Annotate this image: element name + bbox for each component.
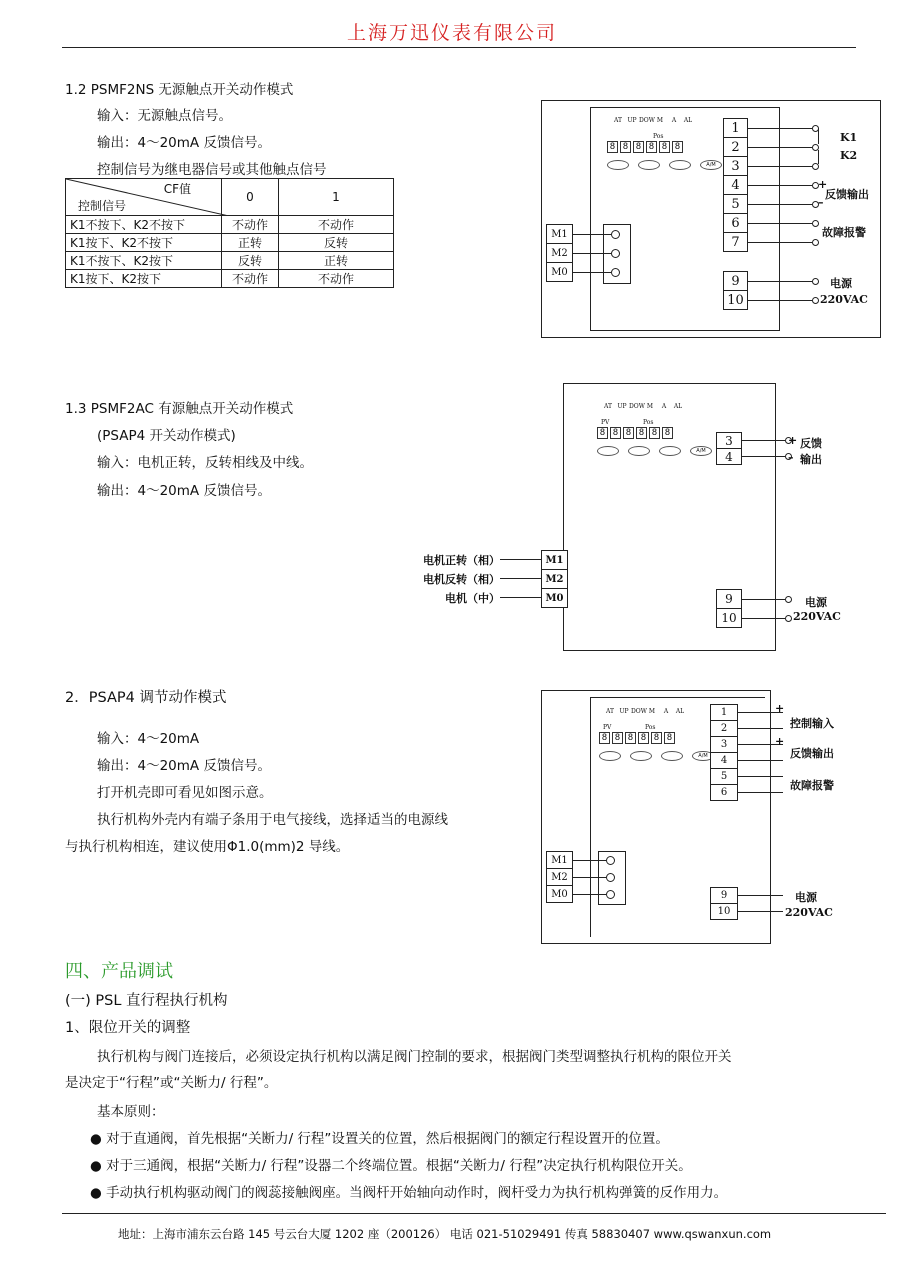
k1-label: K1 — [840, 131, 858, 144]
cell: K1不按下、K2不按下 — [66, 216, 222, 234]
corner-bottom: 控制信号 — [78, 199, 127, 213]
wire — [748, 300, 812, 301]
indicator-led: A — [661, 403, 667, 410]
indicator-led: AL — [683, 117, 693, 124]
indicator-led: A — [663, 708, 669, 715]
voltage-label: 220VAC — [785, 906, 833, 919]
digit-display — [599, 732, 675, 744]
col-header: 1 — [279, 179, 394, 216]
digit: 8 — [649, 427, 660, 439]
cell: 正转 — [222, 234, 279, 252]
terminal-circle-icon — [812, 297, 819, 304]
power-label: 电源 — [795, 891, 817, 904]
wire — [500, 597, 541, 598]
digit-display — [597, 427, 673, 439]
wire — [748, 242, 812, 243]
pv-label: PV — [601, 419, 610, 426]
output-label: 输出 — [800, 453, 822, 466]
digit: 8 — [633, 141, 644, 153]
minus-sign: – — [818, 196, 824, 209]
digit: 8 — [599, 732, 610, 744]
terminal: 5 — [710, 768, 738, 785]
wire — [748, 128, 812, 129]
col-header: 0 — [222, 179, 279, 216]
pos-label: Pos — [643, 419, 654, 426]
indicator-led: DOW — [629, 403, 645, 410]
terminal: 9 — [723, 271, 748, 291]
voltage-label: 220VAC — [820, 293, 868, 306]
motor-terminal: M2 — [546, 868, 573, 886]
corner-cell — [66, 179, 222, 216]
chapter-heading: 四、产品调试 — [65, 961, 173, 982]
motor-connector — [603, 224, 631, 284]
digit: 8 — [636, 427, 647, 439]
indicator-led: M — [656, 117, 664, 124]
terminal: 5 — [723, 194, 748, 214]
bullet-icon: ● — [90, 1158, 107, 1174]
wire — [500, 559, 541, 560]
terminal-circle-icon — [812, 220, 819, 227]
output-text: 输出：4～20mA 反馈信号。 — [97, 758, 271, 774]
wire — [738, 792, 783, 793]
wire — [748, 281, 812, 282]
terminal: 4 — [723, 175, 748, 195]
panel-button — [661, 751, 683, 761]
power-label: 电源 — [805, 596, 827, 609]
digit: 8 — [612, 732, 623, 744]
motor-terminal: M2 — [546, 243, 573, 263]
motor-terminal: M0 — [546, 885, 573, 903]
bullet-item — [90, 1127, 669, 1147]
wire — [738, 760, 783, 761]
control-input-label: 控制输入 — [790, 717, 834, 730]
motor-wire-label: 电机（中） — [445, 592, 500, 605]
paragraph: 是决定于“行程”或“关断力/ 行程”。 — [65, 1075, 278, 1091]
cell: 不动作 — [222, 216, 279, 234]
motor-terminal: M1 — [546, 851, 573, 869]
pos-label: Pos — [653, 133, 664, 140]
wire — [748, 204, 812, 205]
wire — [748, 147, 812, 148]
terminal-circle-icon — [812, 278, 819, 285]
fault-alarm-label: 故障报警 — [790, 779, 834, 792]
plus-sign: + — [775, 702, 785, 715]
wire — [738, 911, 783, 912]
item-heading: 1、限位开关的调整 — [65, 1020, 191, 1036]
header-rule — [62, 47, 856, 48]
indicator-led: AT — [603, 403, 612, 410]
indicator-led: AL — [673, 403, 683, 410]
wire — [748, 185, 812, 186]
wire — [742, 618, 785, 619]
terminal: 2 — [723, 137, 748, 157]
indicator-led: AT — [605, 708, 614, 715]
cell: 不动作 — [279, 270, 394, 288]
cell: 正转 — [279, 252, 394, 270]
bullet-icon: ● — [90, 1131, 107, 1147]
plus-sign: + — [818, 178, 828, 191]
bullet-item — [90, 1181, 727, 1201]
indicator-led: A — [671, 117, 677, 124]
panel-button: A/M — [690, 446, 712, 456]
panel-button — [638, 160, 660, 170]
cell: 不动作 — [279, 216, 394, 234]
section-title: 1.3 PSMF2AC 有源触点开关动作模式 — [65, 401, 294, 417]
terminal: 4 — [710, 752, 738, 769]
digit: 8 — [597, 427, 608, 439]
terminal: 10 — [723, 290, 748, 310]
terminal: 2 — [710, 720, 738, 737]
terminal-circle-icon — [785, 615, 792, 622]
wire — [748, 223, 812, 224]
footer-address: 地址：上海市浦东云台路 145 号云台大厦 1202 座（200126） 电话 021-51029491 传真 58830407 www.qswanxun.com — [118, 1227, 772, 1241]
terminal: 7 — [723, 232, 748, 252]
panel-button — [630, 751, 652, 761]
input-text: 输入：电机正转，反转相线及中线。 — [97, 455, 313, 471]
corner-top: CF值 — [163, 182, 191, 196]
terminal-circle-icon — [785, 596, 792, 603]
digit: 8 — [625, 732, 636, 744]
panel-button — [599, 751, 621, 761]
indicator-led: AL — [675, 708, 685, 715]
terminal: 9 — [710, 887, 738, 904]
output-text: 输出：4～20mA 反馈信号。 — [97, 135, 271, 151]
digit: 8 — [646, 141, 657, 153]
table-row — [66, 252, 394, 270]
terminal: 6 — [723, 213, 748, 233]
cell: K1不按下、K2按下 — [66, 252, 222, 270]
panel-button — [659, 446, 681, 456]
motor-wire-label: 电机反转（相） — [423, 573, 500, 586]
bullet-text: 对于直通阀，首先根据“关断力/ 行程”设置关的位置，然后根据阀门的额定行程设置开的位置。 — [106, 1131, 669, 1147]
panel-button: A/M — [700, 160, 722, 170]
wire — [738, 895, 783, 896]
panel-button — [607, 160, 629, 170]
k2-label: K2 — [840, 149, 858, 162]
motor-terminal: M0 — [546, 262, 573, 282]
digit: 8 — [672, 141, 683, 153]
bullet-item — [90, 1154, 692, 1174]
terminal: 6 — [710, 784, 738, 801]
motor-wire-label: 电机正转（相） — [423, 554, 500, 567]
voltage-label: 220VAC — [793, 610, 841, 623]
digit-display — [607, 141, 683, 153]
input-text: 输入：无源触点信号。 — [97, 108, 232, 124]
motor-connector — [598, 851, 626, 905]
wire — [742, 599, 785, 600]
panel-button — [628, 446, 650, 456]
section-title: 2．PSAP4 调节动作模式 — [65, 690, 227, 706]
pos-label: Pos — [645, 724, 656, 731]
bullet-text: 对于三通阀，根据“关断力/ 行程”设器二个终端位置。根据“关断力/ 行程”决定执行机构限位开关。 — [106, 1158, 692, 1174]
subtitle: (PSAP4 开关动作模式) — [97, 428, 236, 444]
wire — [738, 776, 783, 777]
power-label: 电源 — [830, 277, 852, 290]
note-text: 控制信号为继电器信号或其他触点信号 — [97, 162, 327, 178]
terminal: 9 — [716, 589, 742, 609]
plus-sign: + — [775, 735, 785, 748]
digit: 8 — [607, 141, 618, 153]
panel-button: A/M — [692, 751, 714, 761]
table-row — [66, 270, 394, 288]
indicator-led: UP — [619, 708, 629, 715]
fault-alarm-label: 故障报警 — [822, 226, 866, 239]
digit: 8 — [638, 732, 649, 744]
indicator-led: UP — [627, 117, 637, 124]
input-text: 输入：4～20mA — [97, 731, 200, 747]
terminal-circle-icon — [812, 239, 819, 246]
table-row — [66, 216, 394, 234]
cell: 反转 — [222, 252, 279, 270]
paragraph: 执行机构与阀门连接后，必须设定执行机构以满足阀门控制的要求，根据阀门类型调整执行机构的限位开关 — [97, 1049, 732, 1065]
motor-terminal: M1 — [546, 224, 573, 244]
terminal: 3 — [710, 736, 738, 753]
wire — [738, 728, 783, 729]
panel-button — [669, 160, 691, 170]
paragraph: 与执行机构相连，建议使用Φ1.0(mm)2 导线。 — [65, 839, 350, 855]
digit: 8 — [620, 141, 631, 153]
indicator-led: M — [648, 708, 656, 715]
panel-button — [597, 446, 619, 456]
open-text: 打开机壳即可看见如图示意。 — [97, 785, 273, 801]
digit: 8 — [610, 427, 621, 439]
feedback-output-label: 反馈输出 — [825, 188, 869, 201]
motor-terminal: M2 — [541, 569, 568, 589]
terminal: 1 — [723, 118, 748, 138]
control-table — [65, 178, 394, 288]
pv-label: PV — [603, 724, 612, 731]
k-bracket — [818, 150, 819, 164]
terminal: 3 — [716, 432, 742, 449]
panel-buttons — [597, 446, 712, 456]
indicator-led: DOW — [631, 708, 647, 715]
indicator-led: M — [646, 403, 654, 410]
subsection-heading: (一) PSL 直行程执行机构 — [65, 993, 228, 1009]
output-text: 输出：4～20mA 反馈信号。 — [97, 483, 271, 499]
minus-sign: – — [788, 451, 794, 464]
panel-buttons — [599, 751, 714, 761]
diagram-frame — [563, 383, 776, 651]
motor-terminal: M0 — [541, 588, 568, 608]
paragraph: 执行机构外壳内有端子条用于电气接线，选择适当的电源线 — [97, 812, 448, 828]
bullet-icon: ● — [90, 1185, 107, 1201]
terminal: 3 — [723, 156, 748, 176]
company-header: 上海万迅仪表有限公司 — [346, 22, 557, 44]
wire — [748, 166, 812, 167]
principle-label: 基本原则： — [97, 1104, 165, 1120]
plus-sign: + — [788, 434, 798, 447]
feedback-label: 反馈 — [800, 437, 822, 450]
indicator-led: AT — [613, 117, 622, 124]
cell: 不动作 — [222, 270, 279, 288]
terminal: 10 — [710, 903, 738, 920]
digit: 8 — [651, 732, 662, 744]
panel-buttons — [607, 160, 722, 170]
motor-terminal: M1 — [541, 550, 568, 570]
k-bracket — [818, 128, 819, 144]
bullet-text: 手动执行机构驱动阀门的阀蕊接触阀座。当阀杆开始轴向动作时，阀杆受力为执行机构弹簧的反作用力。 — [106, 1185, 728, 1201]
section-title: 1.2 PSMF2NS 无源触点开关动作模式 — [65, 82, 294, 98]
wire — [742, 440, 785, 441]
wire — [742, 456, 785, 457]
digit: 8 — [659, 141, 670, 153]
digit: 8 — [664, 732, 675, 744]
indicator-led: UP — [617, 403, 627, 410]
footer-rule — [62, 1213, 886, 1214]
digit: 8 — [623, 427, 634, 439]
feedback-output-label: 反馈输出 — [790, 747, 834, 760]
cell: K1按下、K2不按下 — [66, 234, 222, 252]
cell: K1按下、K2按下 — [66, 270, 222, 288]
terminal: 10 — [716, 608, 742, 628]
terminal: 1 — [710, 704, 738, 721]
table-row — [66, 234, 394, 252]
cell: 反转 — [279, 234, 394, 252]
terminal: 4 — [716, 448, 742, 465]
digit: 8 — [662, 427, 673, 439]
indicator-led: DOW — [639, 117, 655, 124]
wire — [500, 578, 541, 579]
